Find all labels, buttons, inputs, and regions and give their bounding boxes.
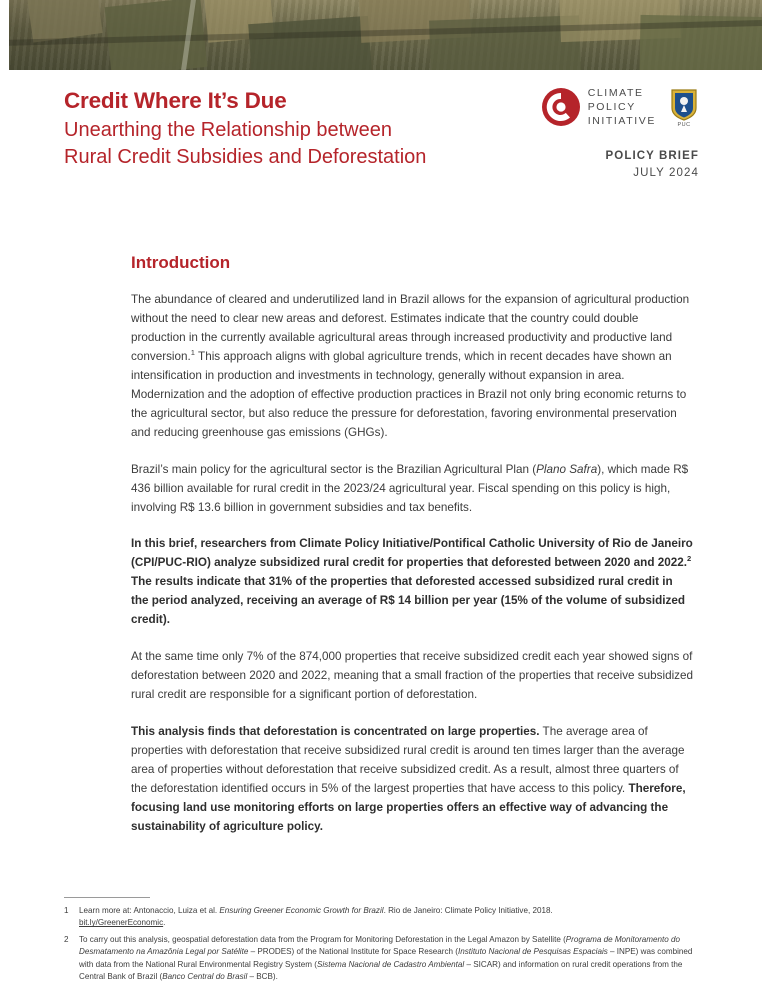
footnote-item-2 [64, 934, 696, 984]
paragraph-2 [131, 461, 693, 518]
brief-date: JULY 2024 [633, 167, 699, 180]
footnote-1-link[interactable]: bit.ly/GreenerEconomic [79, 918, 164, 928]
paragraph-2-italic: Plano Safra [536, 462, 598, 476]
footnote-2-part3: – INPE) was combined with data from the National Rural Environmental Registry System ( [79, 947, 693, 969]
footnote-1-italic: Ensuring Greener Economic Growth for Brazil [219, 905, 384, 915]
paragraph-1-text: The abundance of cleared and underutilized land in Brazil allows for the expansion of agricultural production without the need to clear new areas and deforest. Estimates indicate that the country could double production in the currently available agricultural areas through increased productivity and productive land conversion. [131, 293, 690, 363]
puc-shield-icon [669, 87, 699, 121]
footnote-divider [64, 897, 150, 898]
footnote-2-part1: To carry out this analysis, geospatial deforestation data from the Program for Monitoring Deforestation in the Legal Amazon by Satellite ( [79, 934, 566, 944]
footnote-text-2 [79, 934, 696, 984]
cpi-word-policy: POLICY [587, 101, 636, 114]
puc-caption: PUC [677, 121, 691, 128]
footnote-2-italic1: Programa de Monitoramento do Desmatamento na Amazônia Legal por Satélite [79, 934, 681, 957]
paragraph-1 [131, 291, 693, 443]
logo-group [541, 86, 699, 129]
puc-rio-logo [669, 87, 699, 128]
cpi-wordmark [588, 86, 656, 129]
footnote-1-part1: Learn more at: Antonaccio, Luiza et al. [79, 905, 220, 915]
section-title-introduction: Introduction [131, 253, 231, 272]
footnote-1-part2: . Rio de Janeiro: Climate Policy Initiative, 2018. [383, 905, 553, 915]
paragraph-2-text: Brazil’s main policy for the agricultural sector is the Brazilian Agricultural Plan ( [131, 462, 537, 476]
footnote-2-part4: – SICAR) and information on rural credit operations from the Central Bank of Brazil ( [79, 959, 683, 982]
brief-meta [606, 148, 700, 183]
footnote-2-part2: – PRODES) of the National Institute for Space Research ( [248, 947, 458, 957]
footnotes-block [64, 897, 696, 988]
hero-bottom-rule [0, 70, 762, 72]
footnote-2-italic2: Instituto Nacional de Pesquisas Espaciais [457, 947, 608, 957]
brief-type-label: POLICY BRIEF [605, 150, 699, 162]
paragraph-3-text-cont: The results indicate that 31% of the properties that deforested accessed subsidized rural credit in the period analyzed, receiving an average of R$ 14 billion per year (15% of the volume of subsidized credit). [131, 575, 686, 627]
cpi-mark-icon [541, 87, 581, 127]
footnote-ref-2[interactable]: 2 [686, 554, 692, 564]
page-title: Credit Where It’s Due [64, 88, 287, 113]
footnote-2-italic4: Banco Central do Brasil [162, 972, 248, 982]
cpi-word-initiative: INITIATIVE [587, 115, 656, 128]
paragraph-5-tail-bold: Therefore, focusing land use monitoring efforts on large properties offers an effective way of advancing the sustainability of agriculture policy. [131, 781, 686, 833]
title-block [64, 88, 534, 172]
footnote-number-2: 2 [64, 934, 69, 944]
field-patch [248, 16, 372, 72]
footnote-item-1 [64, 905, 696, 930]
paragraph-3-text: In this brief, researchers from Climate Policy Initiative/Pontifical Catholic University of Rio de Janeiro (CPI/PUC-RIO) analyze subsidized rural credit for properties that deforested between 2020 and 2022. [131, 537, 693, 570]
footnote-text-1 [79, 905, 696, 930]
paragraph-5 [131, 723, 693, 837]
page-subtitle-line2: Rural Credit Subsidies and Deforestation [64, 146, 427, 169]
document-body [131, 253, 693, 855]
cpi-logo [541, 86, 656, 129]
paragraph-5-lead-bold: This analysis finds that deforestation is concentrated on large properties. [131, 725, 540, 739]
page-left-rail [0, 0, 9, 1000]
footnote-1-part3: . [163, 918, 166, 928]
field-patch [429, 15, 581, 72]
paragraph-5-text: The average area of properties with deforestation that receive subsidized rural credit is around ten times larger than the average area of properties without deforestation that receive subsidized credit. As a result, almost three quarters of the deforestation identified occurs in 5% of the largest properties that have access to this policy. [131, 725, 685, 795]
hero-satellite-image [0, 0, 762, 72]
paragraph-3-highlight [131, 535, 693, 630]
footnote-2-part5: – BCB). [247, 972, 278, 982]
page-subtitle-line1: Unearthing the Relationship between [64, 118, 392, 141]
footnote-number-1: 1 [64, 905, 69, 915]
footnote-ref-1[interactable]: 1 [190, 347, 196, 357]
paragraph-4: At the same time only 7% of the 874,000 properties that receive subsidized credit each year showed signs of deforestation between 2020 and 2022, meaning that a small fraction of the properties that receive subsidized rural credit are responsible for a significant portion of deforestation. [131, 650, 694, 702]
paragraph-2-text-cont: ), which made R$ 436 billion available for rural credit in the 2023/24 agricultural year. Fiscal spending on this policy is high, involving R$ 13.6 billion in government subsidies and tax benefits. [131, 462, 689, 514]
footnote-2-italic3: Sistema Nacional de Cadastro Ambiental [316, 959, 465, 969]
cpi-word-climate: CLIMATE [587, 87, 644, 99]
paragraph-1-text-cont: This approach aligns with global agriculture trends, which in recent decades have shown an intensification in production and investments in technology, generally without expansion in area. Modernization and the adoption of effective production practices in Brazil not only bring economic returns to the agricultural sector, but also reduce the pressure for deforestation, favoring environmental preservation and reducing greenhouse gas emissions (GHGs). [131, 349, 687, 439]
